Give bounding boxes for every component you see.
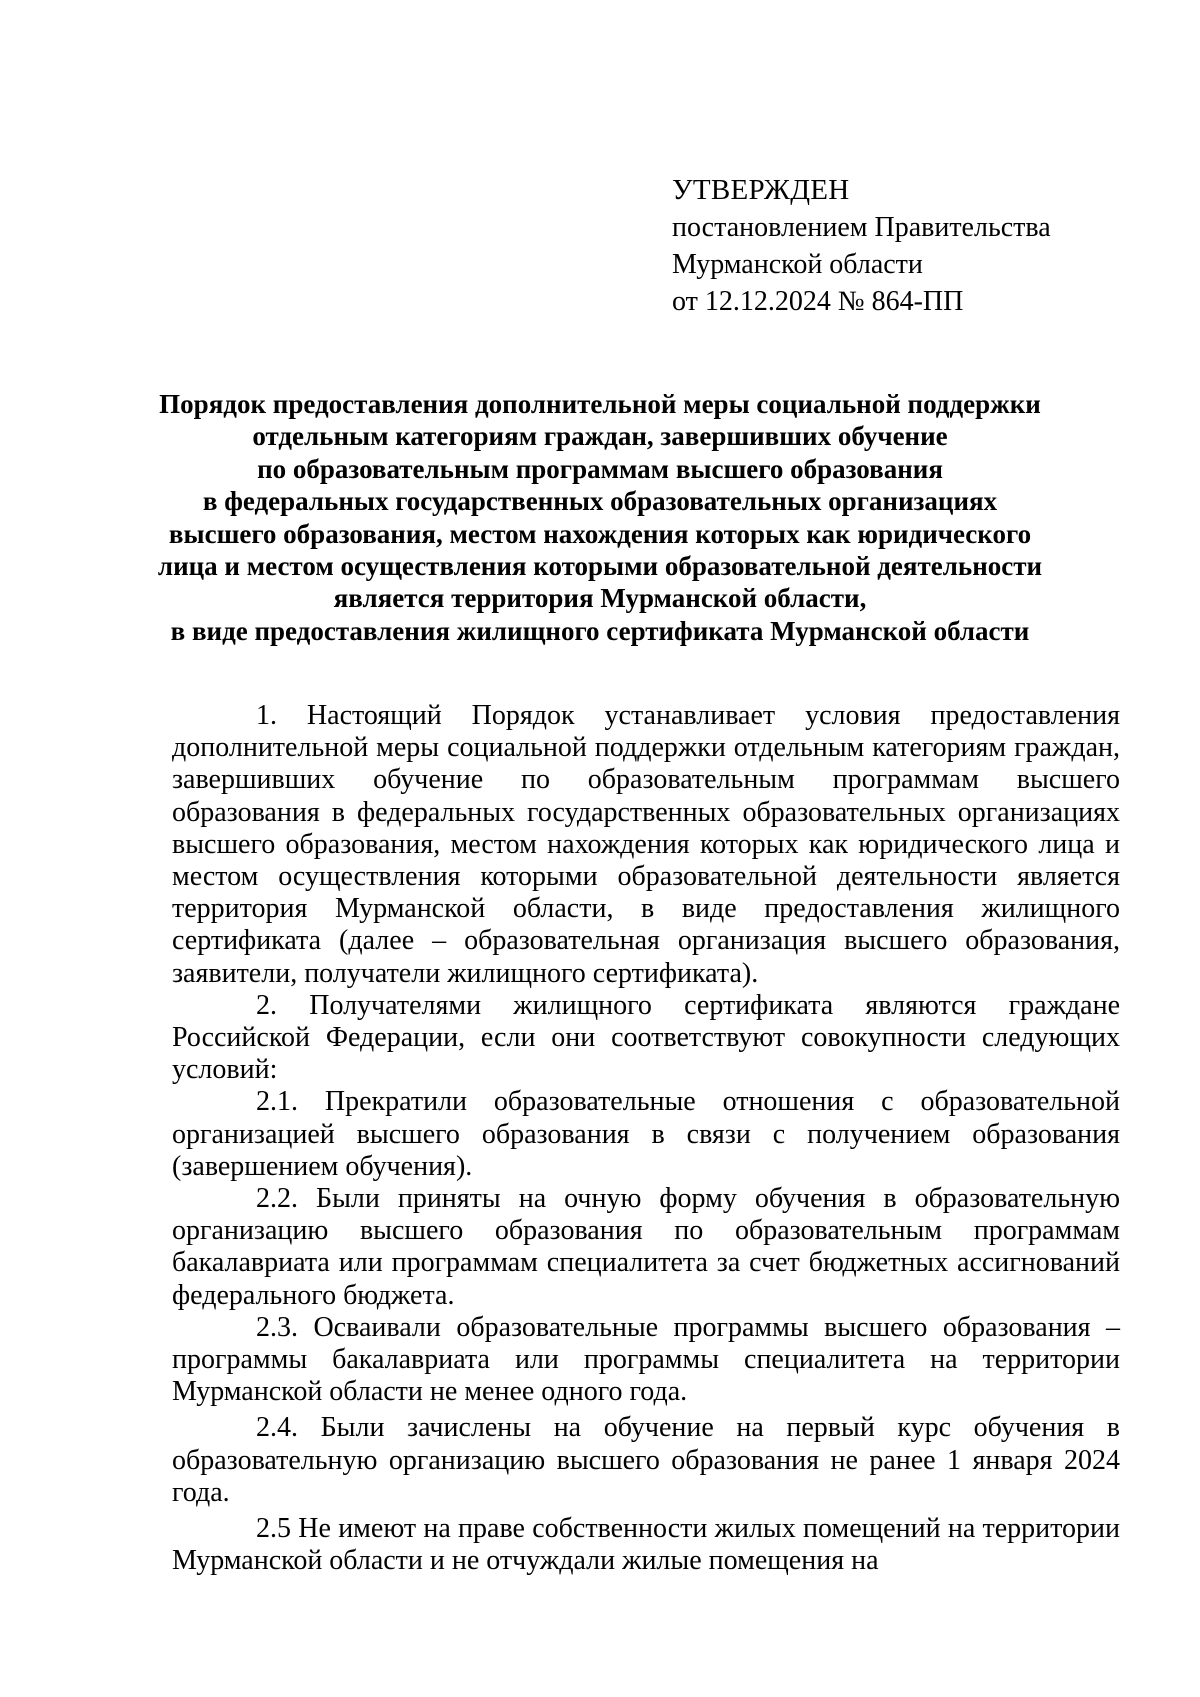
document-title [150, 388, 1050, 647]
title-line: по образовательным программам высшего образования [257, 453, 943, 484]
approval-date-number-line: от 12.12.2024 № 864-ПП [672, 286, 964, 317]
document-body [172, 700, 1120, 1577]
paragraph-1: 1. Настоящий Порядок устанавливает условия предоставления дополнительной меры социальной поддержки отдельным категориям граждан, завершивших обучение по образовательным программам высшего образования в федеральных государственных образовательных организациях высшего образования, местом нахождения которых как юридического лица и местом осуществления которыми образовательной деятельности является территория Мурманской области, в виде предоставления жилищного сертификата (далее – образовательная организация высшего образования, заявители, получатели жилищного сертификата). [172, 700, 1120, 989]
title-line: в федеральных государственных образовательных организациях [202, 486, 998, 517]
title-line: лица и местом осуществления которыми образовательной деятельности [157, 551, 1043, 582]
paragraph-2: 2. Получателями жилищного сертификата являются граждане Российской Федерации, если они соответствуют совокупности следующих условий: [172, 989, 1120, 1086]
approval-decree-line: постановлением Правительства [672, 212, 1051, 243]
title-line: высшего образования, местом нахождения которых как юридического [168, 518, 1032, 549]
paragraph-2-5: 2.5 Не имеют на праве собственности жилых помещений на территории Мурманской области и не отчуждали жилые помещения на [172, 1513, 1120, 1577]
paragraph-2-3: 2.3. Осваивали образовательные программы высшего образования – программы бакалавриата или программы специалитета на территории Мурманской области не менее одного года. [172, 1311, 1120, 1408]
title-line: является территория Мурманской области, [333, 583, 867, 614]
title-line: в виде предоставления жилищного сертификата Мурманской области [170, 615, 1030, 646]
paragraph-2-1: 2.1. Прекратили образовательные отношения с образовательной организацией высшего образования в связи с получением образования (завершением обучения). [172, 1086, 1120, 1182]
title-line: Порядок предоставления дополнительной меры социальной поддержки [159, 389, 1041, 419]
approval-stamp-block [672, 172, 1051, 320]
approval-region-line: Мурманской области [672, 249, 923, 280]
paragraph-2-4: 2.4. Были зачислены на обучение на первый курс обучения в образовательную организацию высшего образования не ранее 1 января 2024 года. [172, 1412, 1120, 1508]
approval-stamp-heading: УТВЕРЖДЕН [672, 174, 850, 206]
paragraph-2-2: 2.2. Были приняты на очную форму обучения в образовательную организацию высшего образования по образовательным программам бакалавриата или программам специалитета за счет бюджетных ассигнований федерального бюджета. [172, 1183, 1120, 1311]
title-line: отдельным категориям граждан, завершивших обучение [252, 421, 948, 452]
